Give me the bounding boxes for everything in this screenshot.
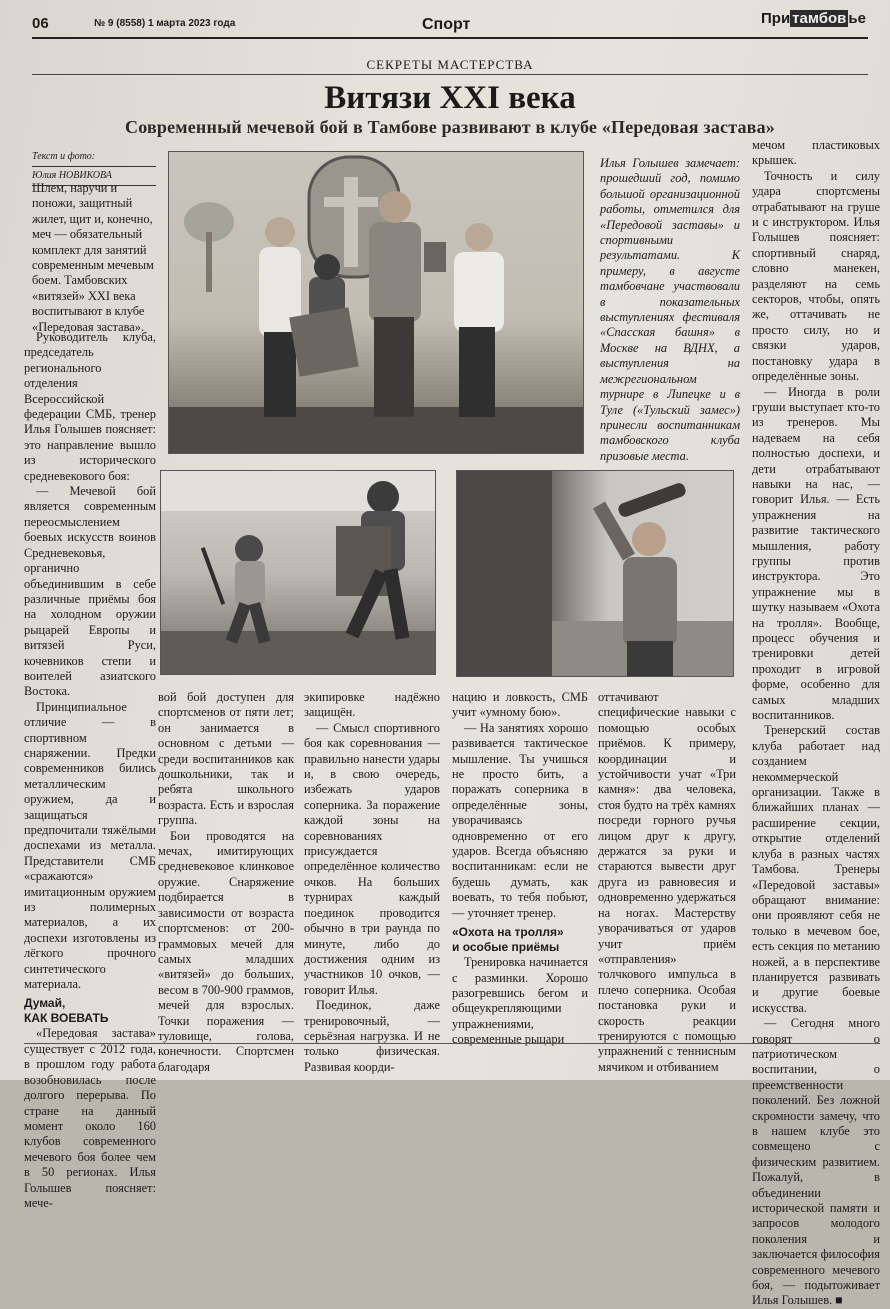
bottom-rule: [24, 1043, 880, 1044]
subheading-line: Думай,: [24, 996, 66, 1011]
paragraph: Принципиальное отличие — в спортивном снаряжении. Предки современников бились металлическим оружием, да и защищаться предпочитали тяжёлыми доспехами из металла. Представители СМБ «сражаются» имитационным оружием из полимерных материалов, а их доспехи изготовлены из лёгкого прочного синтетического материала.: [24, 699, 156, 992]
paragraph: Руководитель клуба, председатель регионального отделения Всероссийской федерации СМБ, тренер Илья Голышев поясняет: это направление вышло из исторического средневекового боя:: [24, 330, 156, 483]
article-title: Витязи XXI века: [324, 80, 576, 116]
newspaper-logo: [761, 10, 866, 27]
column-2: [158, 690, 294, 1075]
rubric: СЕКРЕТЫ МАСТЕРСТВА: [366, 57, 534, 72]
paragraph: — На занятиях хорошо развивается тактическое мышление. Ты учишься не просто бить, а поражать соперника в определённые зоны, уворачиваясь одновременно от его ударов. Всегда объясняю воспитанникам: если не будешь думать, как воевать, то тебя побьют, — уточняет тренер.: [452, 720, 588, 920]
paragraph: — Мечевой бой является современным переосмыслением боевых искусств воинов Средневековья, органично объединившим в себе различные приёмы боя на холодном оружии рыцарей Европы и витязей Руси, кочевников степи и воителей азиатского Востока.: [24, 484, 156, 699]
subheading-line: «Охота на тролля»: [452, 925, 564, 940]
sparring-illustration: [161, 471, 435, 674]
article-subtitle: Современный мечевой бой в Тамбове развивают в клубе «Передовая застава»: [125, 117, 775, 137]
header-rule: [32, 37, 868, 39]
article-lead: Шлем, наручи и поножи, защитный жилет, щит и, конечно, меч — обязательный комплект для занятий современным мечевым боем. Тамбовских «витязей» XXI века воспитывают в клубе «Передовая застава».: [32, 181, 154, 334]
paragraph: мечом пластиковых крышек.: [752, 138, 880, 168]
paragraph: Поединок, даже тренировочный, — серьёзная нагрузка. И не только физическая. Развивая коорди-: [304, 998, 440, 1074]
rubric-rule: [32, 74, 868, 75]
subheading-2: [452, 925, 588, 955]
paragraph: — Сегодня много говорят о патриотическом воспитании, о преемственности поколений. Без ложной скромности замечу, что в нашем клубе это совмещено с физическим развитием. Пожалуй, в объединении исторической памяти и запросов молодого поколения и заключается философия современного мечевого боя, — подытоживает Илья Голышев. ■: [752, 1016, 880, 1308]
coach-photo: [456, 470, 734, 677]
credit-name: Юлия НОВИКОВА: [32, 170, 112, 181]
children-sparring-photo: [160, 470, 436, 675]
paragraph: — Иногда в роли груши выступает кто-то из тренеров. Мы надеваем на себя полностью доспехи, и дети отрабатывают навыки на нас, — говорит Илья. — Есть упражнения на развитие тактического мышления, работу группы против инструктора. Это упражнение мы в шутку называем «Охота на тролля». Вообще, процесс обучения и тренировки детей проходит в игровой форме, особенно для самых младших воспитанников.: [752, 384, 880, 723]
subheading-line: КАК ВОЕВАТЬ: [24, 1011, 109, 1026]
issue-info: № 9 (8558) 1 марта 2023 года: [94, 18, 236, 29]
subheading-1: [24, 996, 156, 1026]
paragraph: «Передовая застава» существует с 2012 года, в прошлом году работа возобновилась после долгого перерыва. По стране на данный момент около 160 клубов современного мечевого боя более чем в 50 регионах. Илья Голышев поясняет: мече-: [24, 1026, 156, 1210]
paragraph: экипировке надёжно защищён.: [304, 690, 440, 720]
section-name: Спорт: [422, 16, 471, 33]
paragraph: Бои проводятся на мечах, имитирующих средневековое клинковое оружие. Снаряжение подбирается в зависимости от возраста спортсменов: от 200-граммовых мечей для самых младших «витязей» до больших, весом в 700-900 граммов, мечей для взрослых. Точки поражения — туловище, голова, конечности. Спортсмен благодаря: [158, 828, 294, 1074]
column-5: [598, 690, 736, 1075]
logo-part-1: При: [761, 10, 791, 27]
paragraph: Точность и силу удара спортсмены отрабатывают на груше и с инструктором. Илья Голышев поясняет: спортивный снаряд, словно манекен, разделяют на семь секторов, чтобы, опять же, оттачивать не просто силу, но и связки ударов, постановку удара в определённые зоны.: [752, 168, 880, 384]
paragraph: оттачивают специфические навыки с помощью особых приёмов. К примеру, координации и устойчивости учат «Три камня»: два человека, стоя будто на трёх камнях посреди горного ручья лицом друг к другу, держатся за руки и стараются вывести друг друга из равновесия и одновременно удержаться на ногах. Мастерству уворачиваться от ударов учит приём «отправления» толчкового импульса в плечо соперника. Особая постановка руки и скорость реакции тренируются с помощью упражнений с теннисным мячиком и отбиванием: [598, 690, 736, 1074]
page-number: 06: [32, 15, 49, 32]
column-1: [24, 330, 156, 1211]
paragraph: Тренерский состав клуба работает над созданием некоммерческой организации. Также в ближайших планах — расширение секции, открытие отделений клуба в разных частях Тамбова. Тренеры «Передовой заставы» обращают внимание: они проявляют себя не только в мечевом бое, есть секция по метанию ножей, а в перспективе планируется развивать и другие боевые искусства.: [752, 723, 880, 1015]
page-header: [32, 10, 872, 40]
paragraph: — Смысл спортивного боя как соревнования — правильно нанести удары и, в свою очередь, избежать ударов соперника. За поражение каждой зоны на соревнованиях присуждается определённое количество очков. На больших турнирах каждый поединок проводится обычно в три раунда по минуте, либо до достижения одним из участников 10 очков, — говорит Илья.: [304, 720, 440, 997]
subheading-line: и особые приёмы: [452, 940, 560, 955]
paragraph: вой бой доступен для спортсменов от пяти лет; он занимается в основном с детьми — среди воспитанников как дошкольники, так и ребята школьного возраста. Есть и взрослая группа.: [158, 690, 294, 828]
credit-label: Текст и фото:: [32, 151, 96, 162]
column-6: [752, 138, 880, 1309]
paragraph: Тренировка начинается с разминки. Хорошо разогревшись бегом и общеукрепляющими упражнениями, современные рыцари: [452, 955, 588, 1047]
group-photo: [168, 151, 584, 454]
logo-part-2: тамбов: [792, 10, 847, 27]
paragraph: нацию и ловкость, СМБ учит «умному бою».: [452, 690, 588, 720]
photo-caption-text: Илья Голышев замечает: прошедший год, помимо большой организационной работы, отметился для «Передовой заставы» и спортивными результатами. К примеру, в августе тамбовчане участвовали в показательных выступлениях фестиваля «Спасская башня» в Москве на ВДНХ, а выступления на межрегиональном турнире в Липецке и в Туле («Тульский замес») принесли воспитанникам тамбовского клуба призовые места.: [600, 156, 740, 463]
group-photo-illustration: [169, 152, 583, 453]
column-4: [452, 690, 588, 1048]
column-3: [304, 690, 440, 1075]
coach-illustration: [457, 471, 733, 676]
logo-part-3: ье: [848, 10, 866, 27]
